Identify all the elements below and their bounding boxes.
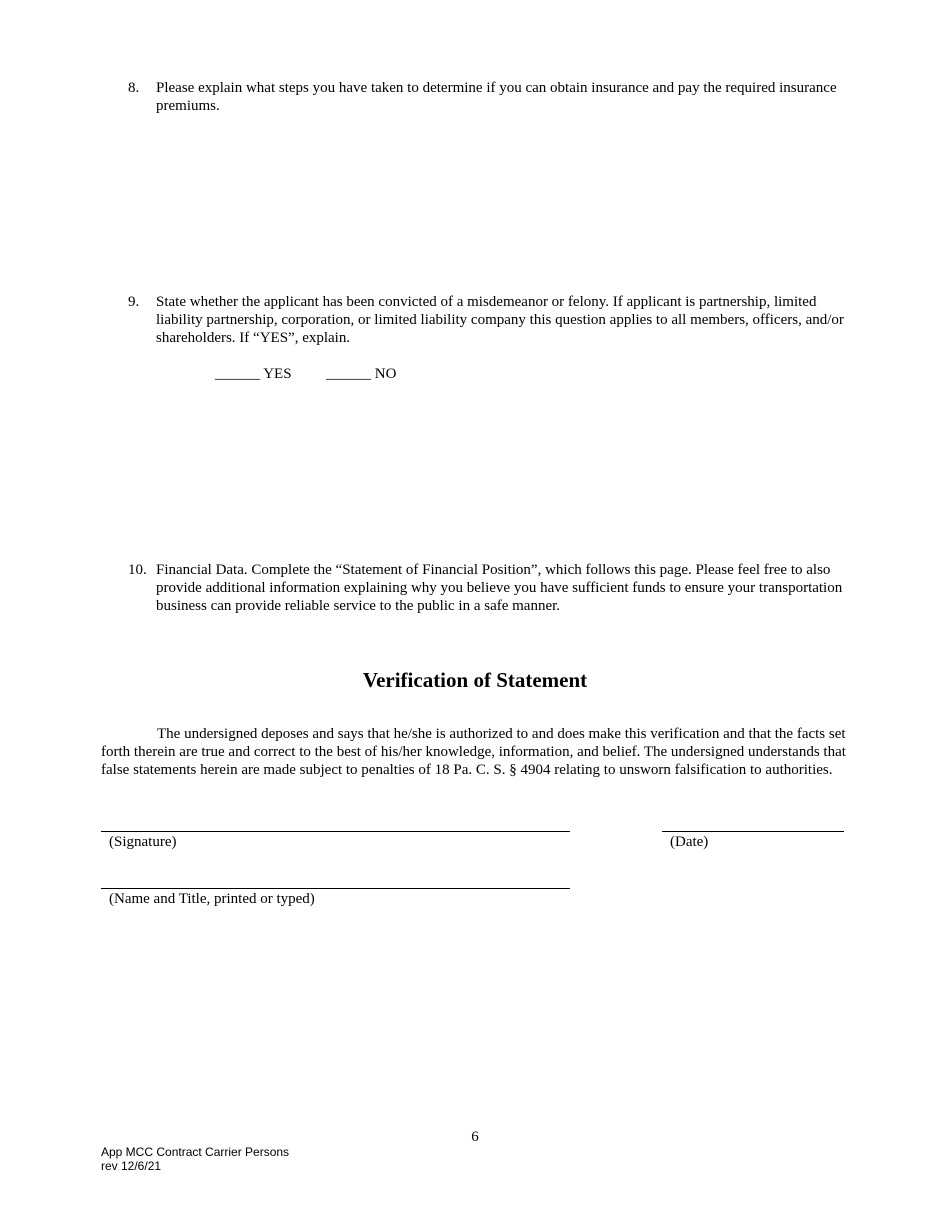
signature-label: (Signature) [109,834,177,850]
question-10-text: Financial Data. Complete the “Statement of Financial Position”, which follows this page. Please feel free to also provide additional information explaining why you believe you have sufficient funds to ensure your transportation business can provide reliable service to the public in a safe manner. [156,562,843,614]
no-option[interactable]: ______ NO [326,366,397,382]
name-title-label: (Name and Title, printed or typed) [109,891,315,907]
footer-form-name: App MCC Contract Carrier Persons [101,1145,290,1159]
verification-title: Verification of Statement [362,668,588,692]
date-label: (Date) [670,834,709,850]
date-line[interactable] [662,831,844,832]
verification-body: The undersigned deposes and says that he/she is authorized to and does make this verification and that the facts set forth therein are true and correct to the best of his/her knowledge, information, and belief. The undersigned understands that false statements herein are made subject to penalties of 18 Pa. C. S. § 4904 relating to unsworn falsification to authorities. [101,726,846,778]
name-title-line[interactable] [101,888,570,889]
footer-revision: rev 12/6/21 [101,1159,162,1173]
yes-option[interactable]: ______ YES [215,366,292,382]
question-8-number: 8. [128,80,140,96]
page-number: 6 [471,1129,479,1145]
question-8-text: Please explain what steps you have taken to determine if you can obtain insurance and pay the required insurance premiums. [156,80,837,114]
question-9-number: 9. [128,294,140,310]
question-10-number: 10. [128,562,147,578]
question-9-text: State whether the applicant has been convicted of a misdemeanor or felony. If applicant is partnership, limited liability partnership, corporation, or limited liability company this question applies to all members, officers, and/or shareholders. If “YES”, explain. [156,294,844,346]
signature-line[interactable] [101,831,570,832]
